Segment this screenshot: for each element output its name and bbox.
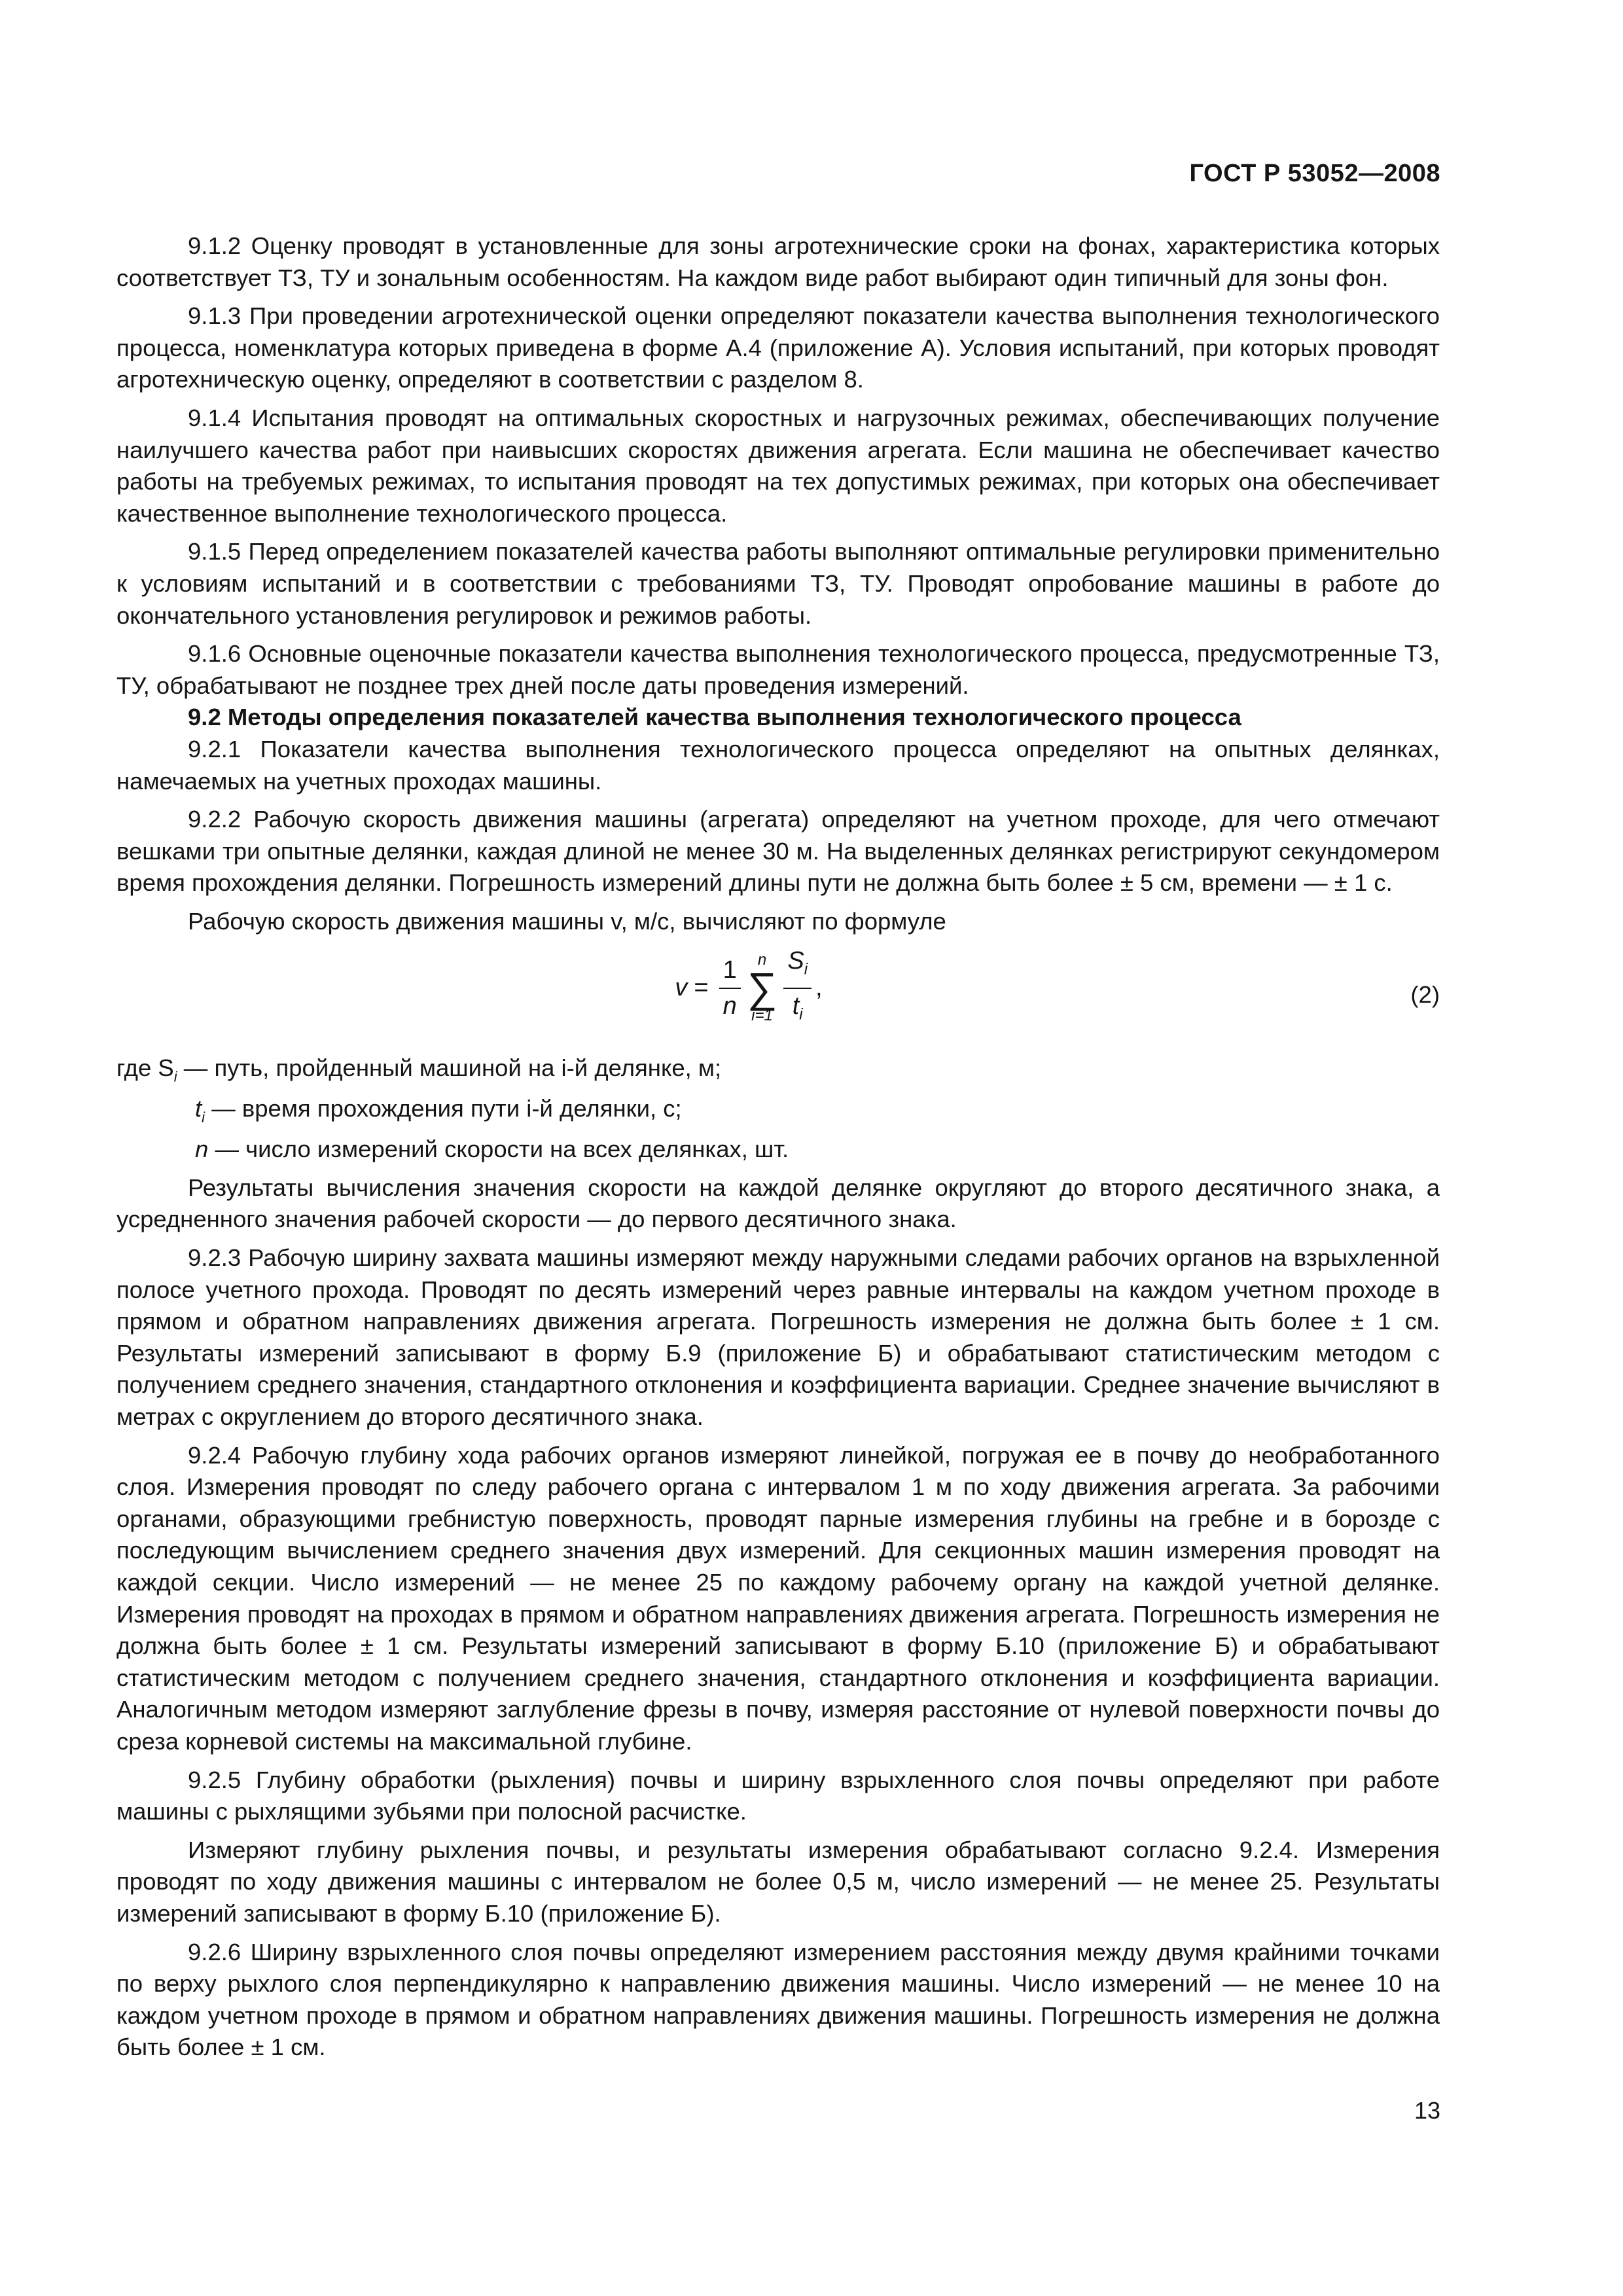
speed-formula xyxy=(116,945,1440,1030)
paragraph-9-1-5: 9.1.5 Перед определением показателей качества работы выполняют оптимальные регулировки применительно к условиям испытаний и в соответствии с требованиями ТЗ, ТУ. Проводят опробование машины в работе до окончательного установления регулировок и режимов работы. xyxy=(116,538,1440,629)
legend-t-sub: i xyxy=(202,1109,205,1126)
term-numerator-var: S xyxy=(787,947,804,975)
fraction-numerator: 1 xyxy=(719,954,741,989)
sum-sign: ∑ xyxy=(747,964,777,1012)
paragraph-depth-measurement: Измеряют глубину рыхления почвы, и результаты измерения обрабатывают согласно 9.2.4. Измерения проводят по ходу движения машины с интервалом не более 0,5 м, число измерений — не менее 25. Результаты измерений записывают в форму Б.10 (приложение Б). xyxy=(116,1836,1440,1927)
paragraph-9-2-3: 9.2.3 Рабочую ширину захвата машины измеряют между наружными следами рабочих органов на взрыхленной полосе учетного прохода. Проводят по десять измерений через равные интервалы на каждом учетном проходе в прямом и обратном направлениях движения агрегата. Погрешность измерения не должна быть более ± 1 см. Результаты измерений записывают в форму Б.9 (приложение Б) и обрабатывают статистическим методом с получением среднего значения, стандартного отклонения и коэффициента вариации. Среднее значение вычисляют в метрах с округлением до второго десятичного знака. xyxy=(116,1244,1440,1430)
term-numerator xyxy=(783,945,812,988)
term-denominator-sub: i xyxy=(799,1005,803,1024)
paragraph-9-2-2: 9.2.2 Рабочую скорость движения машины (агрегата) определяют на учетном проходе, для чего отмечают вешками три опытные делянки, каждая длиной не менее 30 м. На выделенных делянках регистрируют секундомером время прохождения делянки. Погрешность измерений длины пути не должна быть более ± 5 см, времени — ± 1 с. xyxy=(116,806,1440,897)
document-standard-header: ГОСТ Р 53052—2008 xyxy=(1189,160,1440,187)
section-heading-9-2: 9.2 Методы определения показателей качества выполнения технологического процесса xyxy=(188,704,1241,731)
formula-equals: = xyxy=(694,974,709,1002)
term-denominator-var: t xyxy=(792,992,800,1020)
formula-number: (2) xyxy=(1410,981,1440,1009)
formula-lhs: v xyxy=(675,974,688,1002)
legend-t-var: t xyxy=(195,1095,202,1122)
paragraph-9-1-2: 9.1.2 Оценку проводят в установленные для зоны агротехнические сроки на фонах, характеристика которых соответствует ТЗ, ТУ и зональным особенностям. На каждом виде работ выбирают один типичный для зоны фон. xyxy=(116,232,1440,291)
paragraph-9-1-3: 9.1.3 При проведении агротехнической оценки определяют показатели качества выполнения технологического процесса, номенклатура которых приведена в форме А.4 (приложение А). Условия испытаний, при которых проводят агротехническую оценку, определяют в соответствии с разделом 8. xyxy=(116,302,1440,393)
formula-block xyxy=(116,941,1440,1052)
formula-term xyxy=(783,945,812,1030)
formula-legend xyxy=(116,1052,1440,1165)
term-numerator-sub: i xyxy=(804,961,808,979)
sum-lower-limit: i=1 xyxy=(751,1007,773,1025)
formula-intro: Рабочую скорость движения машины v, м/с, вычисляют по формуле xyxy=(188,907,946,935)
legend-t-text: — время прохождения пути i-й делянки, с; xyxy=(205,1095,682,1122)
legend-n-text: — число измерений скорости на всех делянках, шт. xyxy=(208,1136,789,1163)
legend-n xyxy=(116,1134,1440,1166)
summation xyxy=(747,952,777,1024)
paragraph-9-2-1: 9.2.1 Показатели качества выполнения технологического процесса определяют на опытных делянках, намечаемых на учетных проходах машины. xyxy=(116,735,1440,795)
term-denominator xyxy=(789,989,807,1031)
paragraph-rounding: Результаты вычисления значения скорости на каждой делянке округляют до второго десятичного знака, а усредненного значения рабочей скорости — до первого десятичного знака. xyxy=(116,1174,1440,1233)
paragraph-9-2-6: 9.2.6 Ширину взрыхленного слоя почвы определяют измерением расстояния между двумя крайними точками по верху рыхлого слоя перпендикулярно к направлению движения машины. Число измерений — не менее 10 на каждом учетном проходе в прямом и обратном направлениях движения машины. Погрешность измерения не должна быть более ± 1 см. xyxy=(116,1938,1440,2061)
sum-upper-limit: n xyxy=(757,951,767,969)
fraction-denominator: n xyxy=(722,992,737,1020)
formula-tail: , xyxy=(815,974,823,1002)
document-body xyxy=(116,230,1440,2064)
paragraph-9-1-4: 9.1.4 Испытания проводят на оптимальных скоростных и нагрузочных режимах, обеспечивающих получение наилучшего качества работ при наивысших скоростях движения агрегата. Если машина не обеспечивает качество работы на требуемых режимах, то испытания проводят на тех допустимых режимах, при которых она обеспечивает качественное выполнение технологического процесса. xyxy=(116,404,1440,527)
paragraph-9-2-4: 9.2.4 Рабочую глубину хода рабочих органов измеряют линейкой, погружая ее в почву до необработанного слоя. Измерения проводят по следу рабочего органа с интервалом 1 м по ходу движения агрегата. За рабочими органами, образующими гребнистую поверхность, проводят парные измерения глубины на гребне и в борозде с последующим вычислением среднего значения двух измерений. Для секционных машин измерения проводят на каждой секции. Число измерений — не менее 25 по каждому рабочему органу на каждой учетной делянке. Измерения проводят на проходах в прямом и обратном направлениях движения агрегата. Погрешность измерения не должна быть более ± 1 см. Результаты измерений записывают в форму Б.10 (приложение Б) и обрабатывают статистическим методом с получением среднего значения, стандартного отклонения и коэффициента вариации. Аналогичным методом измеряют заглубление фрезы в почву, измеряя расстояние от нулевой поверхности почвы до среза корневой системы на максимальной глубине. xyxy=(116,1441,1440,1755)
legend-s xyxy=(116,1052,1440,1093)
legend-n-var: n xyxy=(195,1136,209,1163)
legend-t xyxy=(116,1093,1440,1134)
legend-s-var: где S xyxy=(116,1054,174,1082)
paragraph-9-1-6: 9.1.6 Основные оценочные показатели качества выполнения технологического процесса, предусмотренные ТЗ, ТУ, обрабатывают не позднее трех дней после даты проведения измерений. xyxy=(116,640,1440,699)
legend-s-text: — путь, пройденный машиной на i-й делянке, м; xyxy=(177,1054,722,1082)
paragraph-9-2-5: 9.2.5 Глубину обработки (рыхления) почвы и ширину взрыхленного слоя почвы определяют при работе машины с рыхлящими зубьями при полосной расчистке. xyxy=(116,1766,1440,1825)
formula-fraction xyxy=(719,954,741,1022)
page-number: 13 xyxy=(1414,2097,1440,2124)
legend-s-sub: i xyxy=(173,1068,177,1085)
